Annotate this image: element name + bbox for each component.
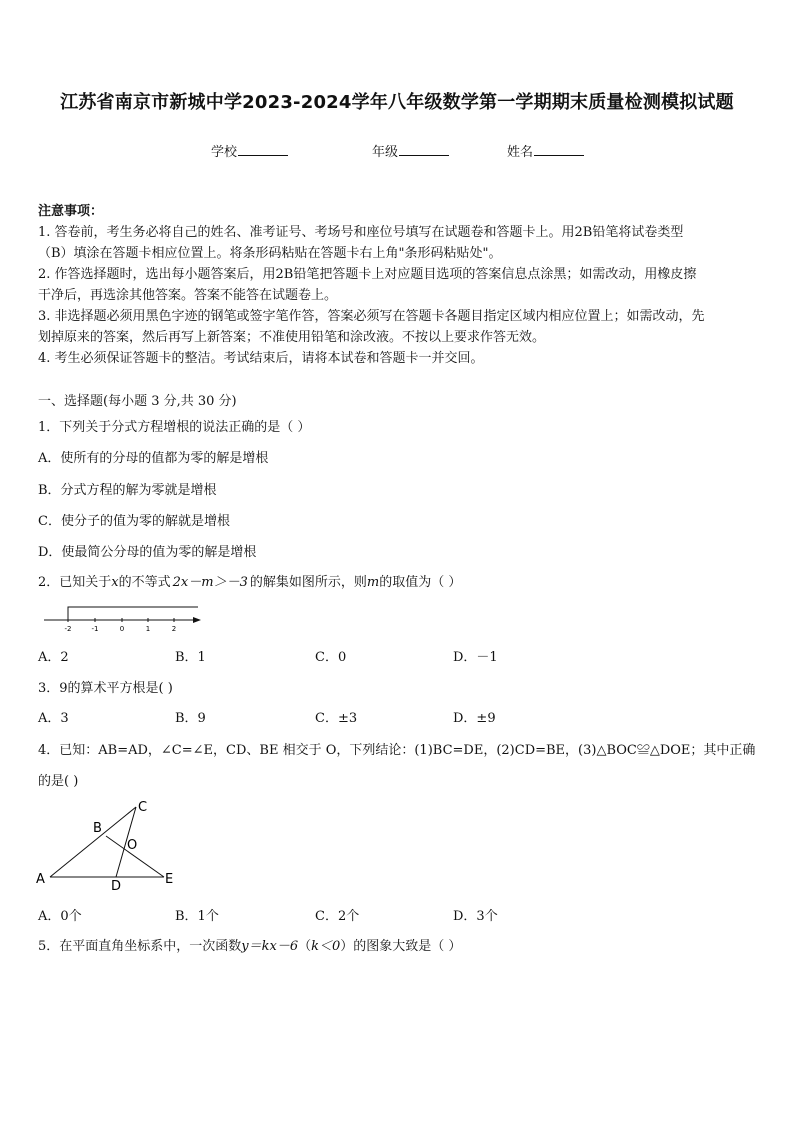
notice-line: （B）填涂在答题卡相应位置上。将条形码粘贴在答题卡右上角"条形码粘贴处"。 [38,246,502,261]
q2-stem-part: 2．已知关于 [38,575,112,590]
q2-var-m: m [366,575,380,590]
question-4-option-c[interactable]: C．2个 [315,909,360,924]
question-2-option-c[interactable]: C．0 [315,650,347,665]
q2-stem-part: 的不等式 [118,575,171,590]
label-E: E [165,872,174,887]
notice-line: 干净后，再选涂其他答案。答案不能答在试题卷上。 [38,288,338,303]
q5-stem-part: （ [298,939,312,954]
label-C: C [138,800,148,815]
notice-line: 1. 答卷前，考生务必将自己的姓名、准考证号、考场号和座位号填写在试题卷和答题卡上。用2B铅笔将试卷类型 [38,225,684,240]
label-A: A [36,872,45,887]
question-4-stem-line-1: 4．已知：AB=AD，∠C=∠E，CD、BE 相交于 O，下列结论：(1)BC=DE，(2)CD=BE，(3)△BOC≌△DOE；其中正确 [38,743,756,758]
grade-label: 年级 [372,145,399,160]
name-field [507,141,584,160]
tick-label: 1 [145,625,151,633]
question-4-stem-line-2: 的是( ) [38,774,79,789]
school-label: 学校 [211,145,238,160]
question-1-option-c[interactable]: C．使分子的值为零的解就是增根 [38,514,230,529]
question-1-option-d[interactable]: D．使最简公分母的值为零的解是增根 [38,545,257,560]
label-B: B [93,821,102,836]
tick-label: -1 [91,625,99,633]
notice-line: 4. 考生必须保证答题卡的整洁。考试结束后，请将本试卷和答题卡一并交回。 [38,351,484,366]
page-title: 江苏省南京市新城中学2023-2024学年八年级数学第一学期期末质量检测模拟试题 [60,92,734,113]
label-D: D [111,879,122,894]
section-heading: 一、选择题(每小题 3 分,共 30 分) [38,394,237,409]
question-4-option-d[interactable]: D．3个 [453,909,498,924]
segment-AC [50,807,136,877]
notice-line: 划掉原来的答案，然后再写上新答案；不准使用铅笔和涂改液。不按以上要求作答无效。 [38,330,546,345]
q2-stem-part: 的取值为（ ） [379,575,462,590]
tick-label: -2 [64,625,72,633]
number-line-figure [38,600,208,636]
question-4-option-b[interactable]: B．1个 [175,909,219,924]
question-1-stem: 1．下列关于分式方程增根的说法正确的是（ ） [38,420,311,435]
solution-set-bracket [68,607,198,620]
question-1-option-a[interactable]: A．使所有的分母的值都为零的解是增根 [38,451,269,466]
q5-stem-part: ）的图象大致是（ ） [340,939,462,954]
tick-label: 0 [119,625,125,633]
grade-field [372,141,449,160]
q2-inequality: 2x－m＞－3 [172,575,248,590]
question-1-option-b[interactable]: B．分式方程的解为零就是增根 [38,483,217,498]
notice-heading: 注意事项： [38,204,104,219]
q5-function: y＝kx－6 [241,939,299,954]
question-3-option-a[interactable]: A．3 [38,711,69,726]
question-5-stem [38,935,461,954]
question-3-option-c[interactable]: C．±3 [315,711,358,726]
grade-blank [399,143,449,156]
number-line-arrow [193,617,201,623]
name-blank [534,143,584,156]
question-2-option-b[interactable]: B．1 [175,650,206,665]
notice-line: 3. 非选择题必须用黑色字迹的钢笔或签字笔作答，答案必须写在答题卡各题目指定区域内相应位置上；如需改动，先 [38,309,705,324]
question-3-option-b[interactable]: B．9 [175,711,206,726]
q2-var-x: x [111,575,119,590]
notice-line: 2. 作答选择题时，选出每小题答案后，用2B铅笔把答题卡上对应题目选项的答案信息点涂黑；如需改动，用橡皮擦 [38,267,697,282]
question-4-option-a[interactable]: A．0个 [38,909,82,924]
q2-stem-part: 的解集如图所示，则 [249,575,367,590]
question-3-stem: 3．9的算术平方根是( ) [38,681,173,696]
label-O: O [127,838,138,853]
question-2-option-a[interactable]: A．2 [38,650,69,665]
question-2-stem [38,571,461,590]
question-2-option-d[interactable]: D．－1 [453,650,498,665]
question-3-option-d[interactable]: D．±9 [453,711,496,726]
triangle-figure [34,795,184,895]
q5-stem-part: 5．在平面直角坐标系中，一次函数 [38,939,242,954]
notice-block [38,201,758,369]
name-label: 姓名 [507,145,534,160]
tick-label: 2 [171,625,177,633]
school-blank [238,143,288,156]
q5-condition: k＜0 [311,939,341,954]
school-field [211,141,288,160]
